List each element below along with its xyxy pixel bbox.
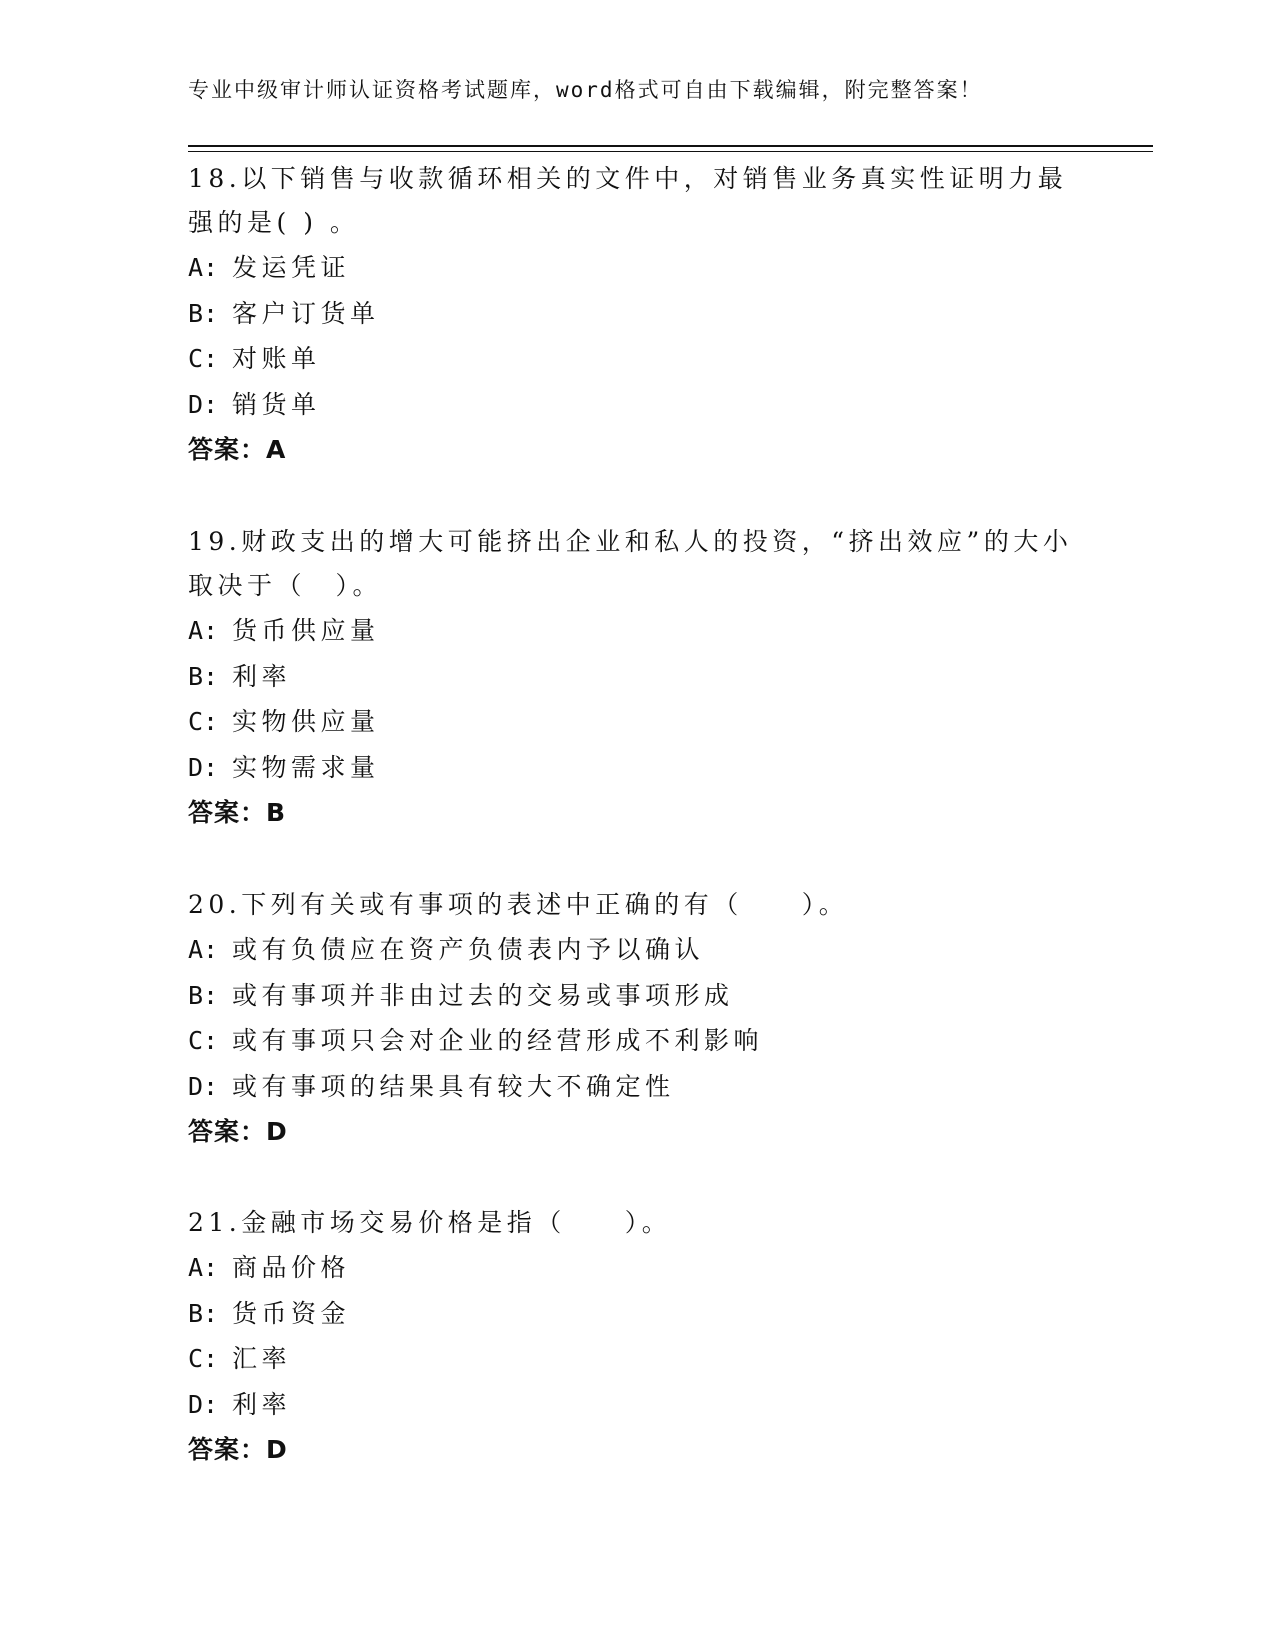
question-18 (188, 157, 1088, 473)
answer-line: 答案：D (188, 1117, 288, 1146)
option-key: A: (188, 616, 219, 645)
option-key: C: (188, 1344, 219, 1373)
answer-line: 答案：D (188, 1435, 288, 1464)
page-header: 专业中级审计师认证资格考试题库，word格式可自由下载编辑，附完整答案！ (188, 78, 983, 102)
option-text: 利率 (232, 661, 292, 691)
option-b (188, 1291, 1088, 1337)
question-number: 19. (188, 527, 242, 556)
question-19 (188, 520, 1088, 836)
option-text: 或有事项并非由过去的交易或事项形成 (232, 980, 734, 1010)
option-text: 利率 (232, 1389, 292, 1419)
option-text: 或有事项的结果具有较大不确定性 (232, 1071, 675, 1101)
question-number: 20. (188, 890, 242, 919)
option-text: 实物需求量 (232, 752, 380, 782)
option-key: D: (188, 1389, 219, 1419)
option-text: 汇率 (232, 1344, 292, 1373)
option-key: B: (188, 298, 219, 328)
option-key: A: (188, 935, 219, 964)
question-number: 21. (188, 1208, 242, 1237)
option-a (188, 608, 1088, 654)
option-c (188, 1018, 1088, 1064)
option-key: B: (188, 980, 219, 1010)
option-key: C: (188, 1026, 219, 1055)
option-key: C: (188, 707, 219, 736)
option-text: 或有负债应在资产负债表内予以确认 (232, 935, 705, 964)
question-text: 金融市场交易价格是指（ ）。 (241, 1208, 672, 1237)
question-stem (188, 1201, 1088, 1245)
option-key: A: (188, 253, 219, 282)
question-text: 财政支出的增大可能挤出企业和私人的投资，“挤出效应”的大小取决于（ ）。 (188, 527, 1073, 600)
option-key: A: (188, 1253, 219, 1282)
question-stem (188, 520, 1088, 608)
option-c (188, 1336, 1088, 1382)
question-text: 以下销售与收款循环相关的文件中，对销售业务真实性证明力最强的是( ) 。 (188, 164, 1068, 237)
option-key: B: (188, 1298, 219, 1328)
option-key: D: (188, 752, 219, 782)
option-text: 对账单 (232, 344, 321, 373)
option-d (188, 382, 1088, 428)
question-stem (188, 157, 1088, 245)
question-20 (188, 883, 1088, 1155)
option-c (188, 336, 1088, 382)
option-key: C: (188, 344, 219, 373)
question-text: 下列有关或有事项的表述中正确的有（ ）。 (241, 890, 849, 919)
option-d (188, 1382, 1088, 1428)
option-d (188, 745, 1088, 791)
answer-line: 答案：A (188, 435, 287, 464)
option-c (188, 699, 1088, 745)
option-a (188, 245, 1088, 291)
header-rule-thick (188, 145, 1153, 147)
option-key: B: (188, 661, 219, 691)
option-key: D: (188, 389, 219, 419)
question-number: 18. (188, 164, 242, 193)
option-key: D: (188, 1071, 219, 1101)
option-a (188, 1245, 1088, 1291)
option-text: 实物供应量 (232, 707, 380, 736)
option-d (188, 1064, 1088, 1110)
option-text: 货币资金 (232, 1298, 351, 1328)
option-text: 客户订货单 (232, 298, 380, 328)
question-stem (188, 883, 1088, 927)
option-text: 货币供应量 (232, 616, 380, 645)
option-b (188, 973, 1088, 1019)
option-text: 销货单 (232, 389, 321, 419)
option-b (188, 291, 1088, 337)
answer-line: 答案：B (188, 798, 287, 827)
option-text: 商品价格 (232, 1253, 351, 1282)
option-a (188, 927, 1088, 973)
question-21 (188, 1201, 1088, 1473)
option-text: 或有事项只会对企业的经营形成不利影响 (232, 1026, 764, 1055)
option-b (188, 654, 1088, 700)
option-text: 发运凭证 (232, 253, 351, 282)
header-rule-thin (188, 151, 1153, 152)
